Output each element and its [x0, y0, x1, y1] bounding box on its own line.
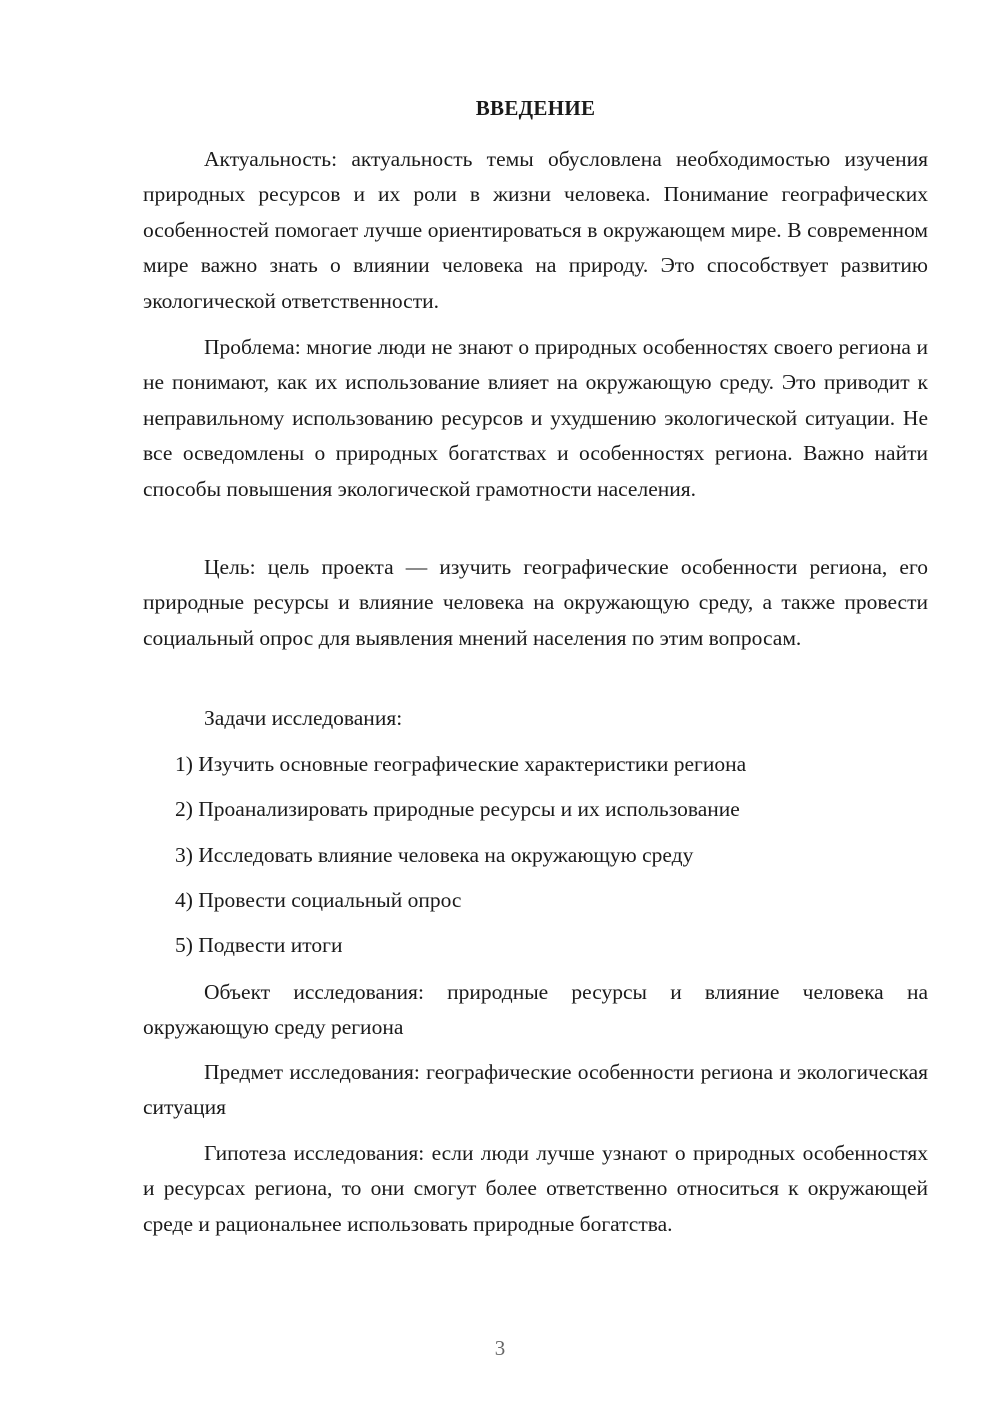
page-number: 3	[494, 1336, 506, 1360]
paragraph-object: Объект исследования: природные ресурсы и влияние человека на окружающую среду региона	[143, 980, 928, 1040]
task-item-2: 2) Проанализировать природные ресурсы и их использование	[175, 797, 740, 821]
paragraph-subject: Предмет исследования: географические особенности региона и экологическая ситуация	[143, 1060, 928, 1120]
task-item-1: 1) Изучить основные географические характеристики региона	[175, 752, 747, 776]
paragraph-goal: Цель: цель проекта — изучить географические особенности региона, его природные ресурсы и влияние человека на окружающую среду, а также провести социальный опрос для выявления мнений населения по этим вопросам.	[143, 555, 928, 650]
paragraph-relevance: Актуальность: актуальность темы обусловлена необходимостью изучения природных ресурсов и их роли в жизни человека. Понимание географических особенностей помогает лучше ориентироваться в окружающем мире. В современном мире важно знать о влиянии человека на природу. Это способствует развитию экологической ответственности.	[143, 147, 928, 313]
page-title: ВВЕДЕНИЕ	[475, 96, 596, 120]
tasks-heading: Задачи исследования:	[204, 706, 403, 730]
task-item-4: 4) Провести социальный опрос	[175, 888, 462, 912]
task-item-3: 3) Исследовать влияние человека на окружающую среду	[175, 843, 694, 867]
task-item-5: 5) Подвести итоги	[175, 933, 343, 957]
paragraph-problem: Проблема: многие люди не знают о природных особенностях своего региона и не понимают, как их использование влияет на окружающую среду. Это приводит к неправильному использованию ресурсов и ухудшению экологической ситуации. Не все осведомлены о природных богатствах и особенностях региона. Важно найти способы повышения экологической грамотности населения.	[143, 335, 928, 501]
paragraph-hypothesis: Гипотеза исследования: если люди лучше узнают о природных особенностях и ресурсах региона, то они смогут более ответственно относиться к окружающей среде и рациональнее использовать природные богатства.	[143, 1141, 928, 1236]
